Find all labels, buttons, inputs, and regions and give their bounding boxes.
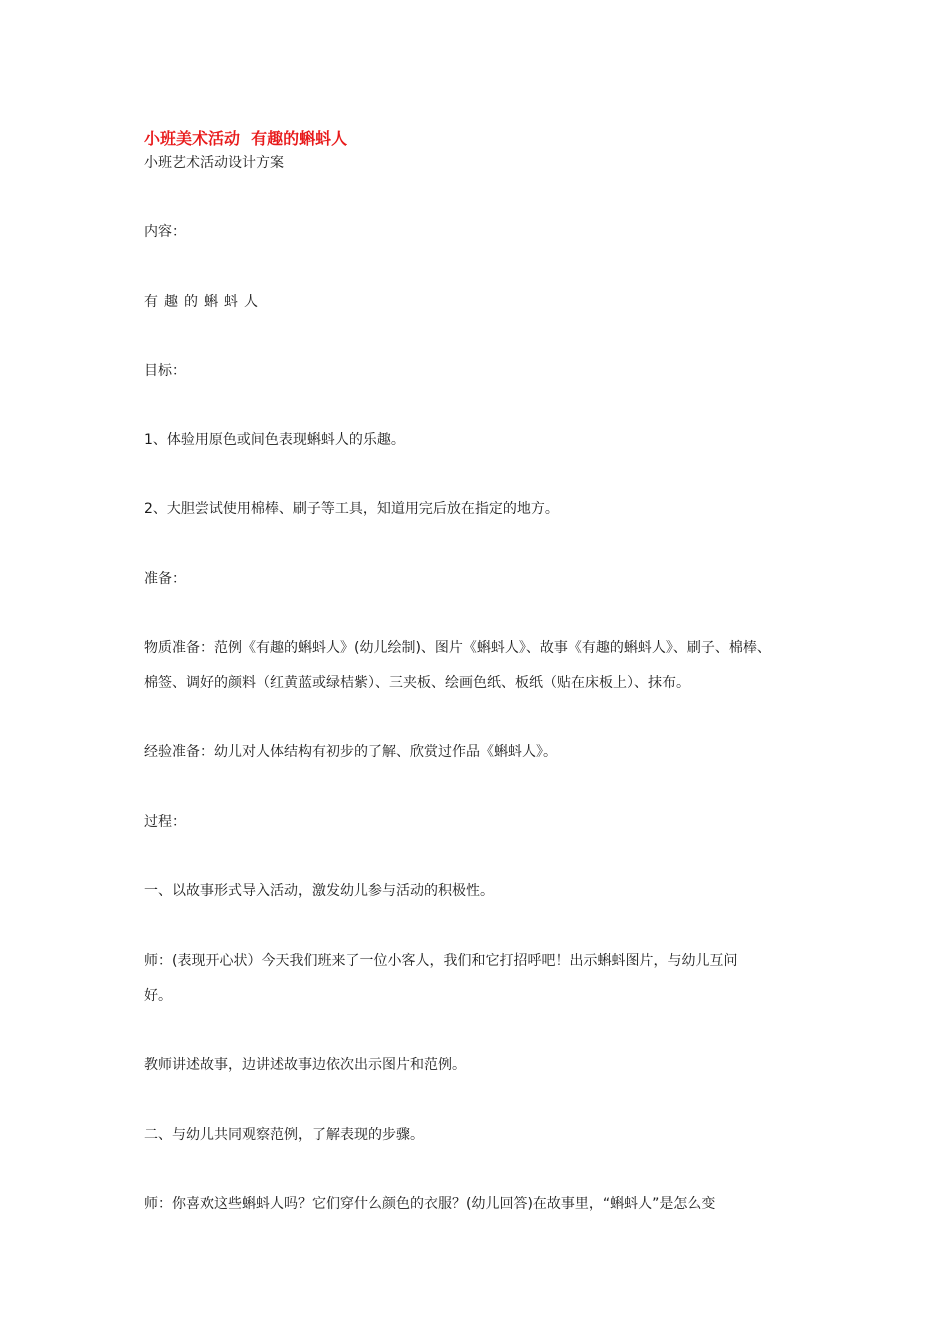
document-subtitle: 小班艺术活动设计方案 xyxy=(144,155,284,171)
paragraph-step-2: 二、与幼儿共同观察范例，了解表现的步骤。 xyxy=(144,1127,424,1143)
paragraph-step-1: 一、以故事形式导入活动，激发幼儿参与活动的积极性。 xyxy=(144,883,494,899)
document-title: 小班美术活动 有趣的蝌蚪人 xyxy=(144,129,348,148)
paragraph-prep-label: 准备： xyxy=(144,571,186,587)
paragraph-teacher-story: 教师讲述故事，边讲述故事边依次出示图片和范例。 xyxy=(144,1057,466,1073)
paragraph-goal-1: 1、体验用原色或间色表现蝌蚪人的乐趣。 xyxy=(144,432,405,448)
paragraph-material-prep-line-1: 物质准备：范例《有趣的蝌蚪人》(幼儿绘制)、图片《蝌蚪人》、故事《有趣的蝌蚪人》、刷子、棉棒、 xyxy=(144,640,771,656)
paragraph-material-prep-line-2: 棉签、调好的颜料（红黄蓝或绿桔紫）、三夹板、绘画色纸、板纸（贴在床板上）、抹布。 xyxy=(144,675,690,691)
paragraph-topic: 有趣的蝌蚪人 xyxy=(144,294,264,310)
paragraph-process-label: 过程： xyxy=(144,814,186,830)
paragraph-goal-2: 2、大胆尝试使用棉棒、刷子等工具，知道用完后放在指定的地方。 xyxy=(144,501,559,517)
paragraph-experience-prep: 经验准备：幼儿对人体结构有初步的了解、欣赏过作品《蝌蚪人》。 xyxy=(144,744,557,760)
paragraph-goal-label: 目标： xyxy=(144,363,186,379)
paragraph-teacher-line-1: 师：(表现开心状）今天我们班来了一位小客人，我们和它打招呼吧！出示蝌蚪图片，与幼儿互问 xyxy=(144,953,738,969)
paragraph-teacher-line-2: 好。 xyxy=(144,988,172,1004)
paragraph-teacher-question: 师：你喜欢这些蝌蚪人吗？它们穿什么颜色的衣服？(幼儿回答)在故事里，“蝌蚪人”是怎么变 xyxy=(144,1196,716,1212)
paragraph-content-label: 内容： xyxy=(144,224,186,240)
